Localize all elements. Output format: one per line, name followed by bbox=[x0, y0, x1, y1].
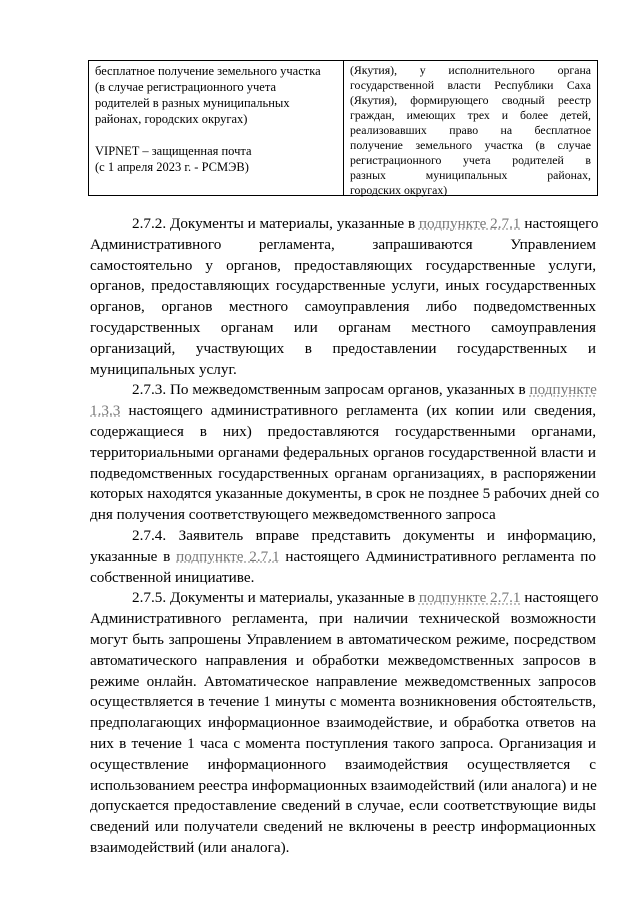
table-left-line: родителей в разных муниципальных bbox=[95, 96, 290, 110]
paragraph-line bbox=[90, 588, 599, 609]
paragraph-line: самостоятельно у органов, предоставляющих государственные услуги, bbox=[90, 256, 596, 274]
paragraph-line: государственных органам или органам местного самоуправления bbox=[90, 318, 596, 336]
subclause-link[interactable]: подпункте 2.7.1 bbox=[176, 547, 280, 565]
paragraph-line: сведений или получатели сведений не включены в реестр информационных bbox=[90, 818, 596, 836]
paragraph-line: предполагающих информационное взаимодействие, и обработка ответов на bbox=[90, 714, 596, 732]
subclause-link[interactable]: подпункте 2.7.1 bbox=[418, 215, 521, 232]
paragraph-line: осуществляется в течение 1 минуты с момента возникновения обстоятельств, bbox=[90, 693, 596, 711]
table-right-line: (Якутия), у исполнительного органа bbox=[350, 63, 591, 77]
table-right-line: разных муниципальных районах, bbox=[350, 168, 591, 182]
table-left-line: (с 1 апреля 2023 г. - РСМЭВ) bbox=[95, 160, 249, 174]
paragraph-line: Административного регламента, при наличии технической возможности bbox=[90, 610, 596, 628]
table-left-cell bbox=[89, 61, 344, 195]
table-left-line: районах, городских округах) bbox=[95, 112, 248, 126]
paragraph-line bbox=[90, 380, 596, 401]
document-body bbox=[90, 214, 600, 859]
info-table bbox=[88, 60, 598, 196]
paragraph-line: могут быть запрошены Управлением в автоматическом режиме, посредством bbox=[90, 630, 596, 648]
subclause-link[interactable]: подпункте bbox=[529, 381, 597, 399]
paragraph-line: них в течение 1 часа с момента поступления такого запроса. Организация и bbox=[90, 734, 596, 752]
table-right-line: городских округах) bbox=[350, 183, 448, 197]
table-right-line: (Якутия), формирующего сводный реестр bbox=[350, 93, 591, 107]
paragraph-line: организаций, участвующих в предоставлении государственных и bbox=[90, 339, 596, 357]
paragraph-line: собственной инициативе. bbox=[90, 568, 255, 586]
table-right-line: реализовавших право на бесплатное bbox=[350, 123, 591, 137]
paragraph-line: использованием реестра информационных взаимодействий (или аналога) и не bbox=[90, 776, 597, 794]
table-left-line: бесплатное получение земельного участка bbox=[95, 64, 321, 78]
paragraph-2-7-3 bbox=[90, 380, 600, 526]
paragraph-line bbox=[90, 401, 596, 422]
paragraph-line: автоматического направления и обработки межведомственных запросов в bbox=[90, 651, 596, 669]
paragraph-line: взаимодействий (или аналога). bbox=[90, 838, 290, 856]
text-fragment: 2.7.2. Документы и материалы, указанные в bbox=[132, 215, 419, 232]
text-fragment: указанные в bbox=[90, 547, 177, 565]
paragraph-line: содержащиеся в них) предоставляются государственными органами, bbox=[90, 422, 596, 440]
text-fragment: настоящего bbox=[520, 589, 599, 607]
paragraph-2-7-2 bbox=[90, 214, 599, 380]
text-fragment: настоящего bbox=[520, 215, 599, 232]
paragraph-line: территориальными органами федеральных органов государственной власти и bbox=[90, 443, 596, 461]
paragraph-line: осуществление информационного взаимодействия осуществляется с bbox=[90, 755, 596, 773]
text-fragment: настоящего Административного регламента по bbox=[279, 547, 597, 565]
paragraph-line: допускается предоставление сведений в случае, если соответствующие виды bbox=[90, 797, 596, 815]
paragraph-line: Административного регламента, запрашиваются Управлением bbox=[90, 235, 596, 253]
paragraph-line: дня получения соответствующего межведомственного запроса bbox=[90, 506, 496, 524]
paragraph-line: муниципальных услуг. bbox=[90, 360, 237, 378]
paragraph-line: которых находятся указанные документы, в срок не позднее 5 рабочих дней со bbox=[90, 485, 600, 503]
paragraph-line: подведомственных государственных органам организациях, в распоряжении bbox=[90, 464, 596, 482]
text-fragment: 2.7.3. По межведомственным запросам органов, указанных в bbox=[132, 381, 530, 399]
text-fragment: настоящего административного регламента (их копии или сведения, bbox=[120, 402, 596, 420]
paragraph-line: 2.7.4. Заявитель вправе представить документы и информацию, bbox=[132, 526, 596, 544]
table-left-spacer bbox=[95, 127, 337, 143]
text-fragment: 2.7.5. Документы и материалы, указанные в bbox=[132, 589, 419, 607]
table-right-cell bbox=[344, 61, 597, 195]
table-right-line: граждан, имеющих трех и более детей, bbox=[350, 108, 591, 122]
paragraph-line bbox=[90, 214, 599, 235]
table-left-line: VIPNET – защищенная почта bbox=[95, 144, 252, 158]
paragraph-line: органов, органов местного самоуправления либо подведомственных bbox=[90, 298, 596, 316]
paragraph-2-7-5 bbox=[90, 588, 599, 858]
paragraph-line: режиме онлайн. Автоматическое направление межведомственных запросов bbox=[90, 672, 596, 690]
table-right-line: государственной власти Республики Саха bbox=[350, 78, 591, 92]
paragraph-2-7-4 bbox=[90, 526, 596, 588]
table-right-line: получение земельного участка (в случае bbox=[350, 138, 591, 152]
paragraph-line bbox=[90, 547, 596, 568]
paragraph-line: органов, предоставляющих государственные услуги, иных государственных bbox=[90, 277, 596, 295]
table-right-line: регистрационного учета родителей в bbox=[350, 153, 591, 167]
subclause-link[interactable]: подпункте 2.7.1 bbox=[418, 589, 521, 607]
table-left-line: (в случае регистрационного учета bbox=[95, 80, 277, 94]
subclause-link[interactable]: 1.3.3 bbox=[90, 402, 121, 420]
